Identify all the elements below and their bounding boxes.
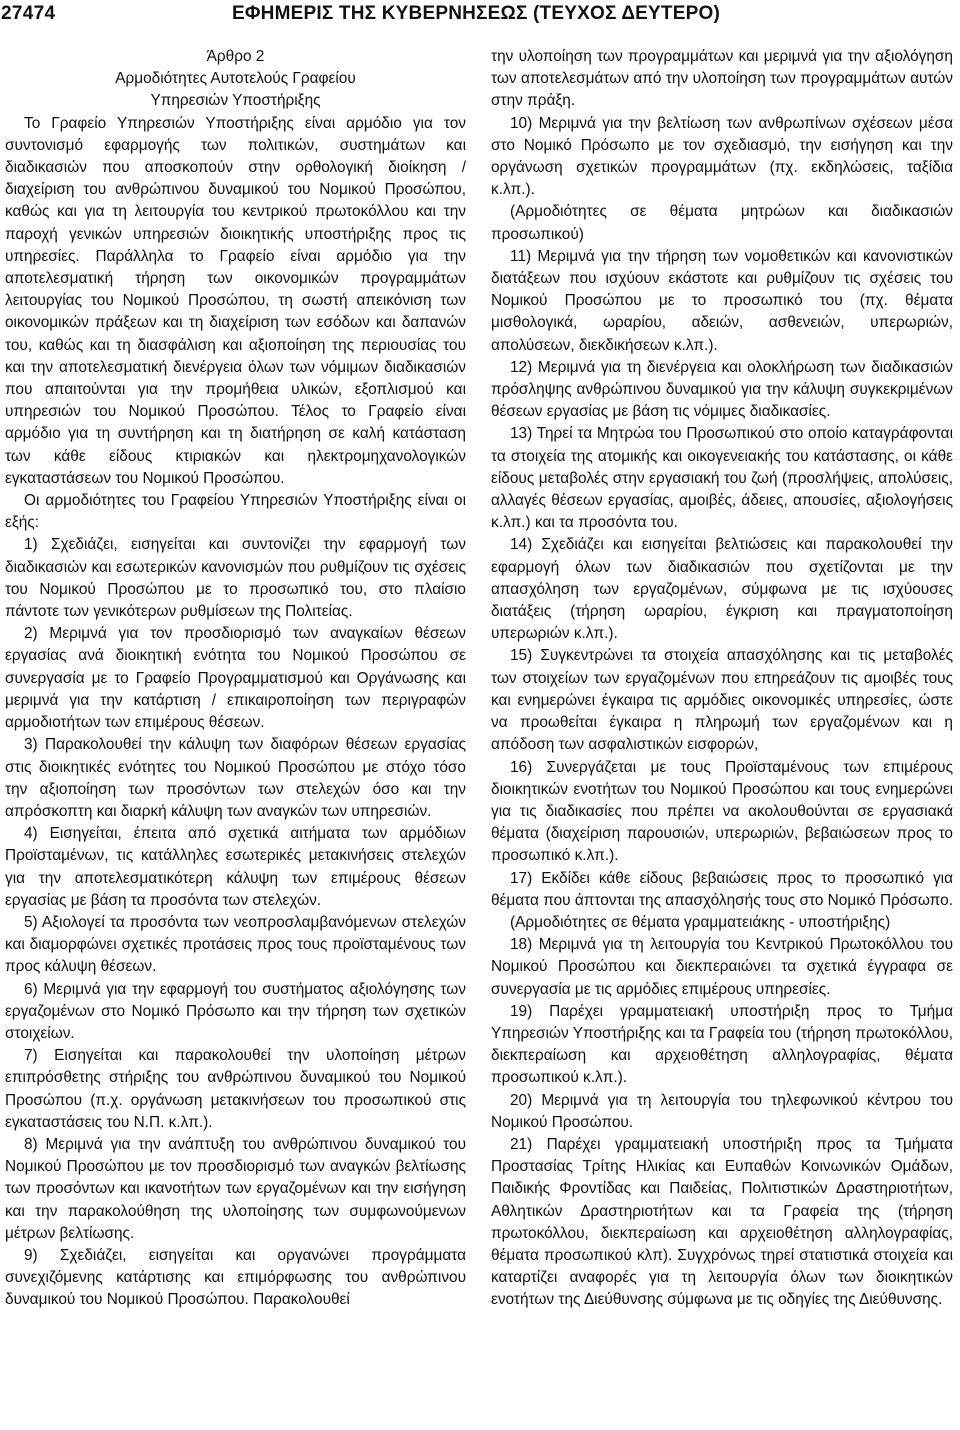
paragraph-item-20: 20) Μεριμνά για τη λειτουργία του τηλεφωνικού κέντρου του Νομικού Προσώπου.	[491, 1091, 953, 1131]
paragraph-item-11: 11) Μεριμνά για την τήρηση των νομοθετικών και κανονιστικών διατάξεων που ισχύουν εκάστοτε και ρυθμίζουν τις σχέσεις του Νομικού Προσώπου με το προσωπικό του (πχ. θέματα μισθολογικά, ωραρίου, αδειών, ασθενειών, υπερωριών, απολύσεων, διεκδικήσεων κ.λπ.).	[491, 247, 953, 354]
paragraph-item-1: 1) Σχεδιάζει, εισηγείται και συντονίζει την εφαρμογή των διαδικασιών και εσωτερικών κανονισμών που ρυθμίζουν τις σχέσεις του Νομικού Προσώπου με το προσωπικό του, στο πλαίσιο πάντοτε των γενικότερων ρυθμίσεων της Πολιτείας.	[5, 536, 466, 621]
paragraph-item-14: 14) Σχεδιάζει και εισηγείται βελτιώσεις και παρακολουθεί την εφαρμογή όλων των διαδικασιών που σχετίζονται με την απασχόληση των εργαζομένων, σύμφωνα με τις ισχύουσες διατάξεις (τήρηση ωραρίου, έγκριση και πραγματοποίηση υπερωριών κ.λπ.).	[491, 536, 953, 643]
article-subtitle-line-1: Αρμοδιότητες Αυτοτελούς Γραφείου	[115, 70, 356, 88]
paragraph-duties-list-intro: Οι αρμοδιότητες του Γραφείου Υπηρεσιών Υποστήριξης είναι οι εξής:	[5, 492, 466, 532]
gazette-title: ΕΦΗΜΕΡΙΣ ΤΗΣ ΚΥΒΕΡΝΗΣΕΩΣ (ΤΕΥΧΟΣ ΔΕΥΤΕΡΟ)	[232, 3, 720, 24]
paragraph-item-13: 13) Τηρεί τα Μητρώα του Προσωπικού στο οποίο καταγράφονται τα στοιχεία της ατομικής και οικογενειακής του κατάστασης, οι κάθε είδους μεταβολές στην εργασιακή του ζωή (προσλήψεις, απολύσεις, αλλαγές θέσεων εργασίας, αμοιβές, άδειες, απουσίες, αξιολογήσεις κ.λπ.) και τα προσόντα του.	[491, 425, 953, 532]
right-column	[491, 46, 953, 1312]
paragraph-item-3: 3) Παρακολουθεί την κάλυψη των διαφόρων θέσεων εργασίας στις διοικητικές ενότητες του Νομικού Προσώπου με στόχο τόσο την αξιοποίηση των προσόντων των στελεχών όσο και την απρόσκοπτη και διαρκή κάλυψη των αναγκών των υπηρεσιών.	[5, 736, 466, 820]
paragraph-item-19: 19) Παρέχει γραμματειακή υποστήριξη προς το Τμήμα Υπηρεσιών Υποστήριξης και τα Γραφεία του (τήρηση πρωτοκόλλου, διεκπεραίωση και αρχειοθέτηση αλληλογραφίας, θέματα προσωπικού κ.λπ.).	[491, 1002, 953, 1087]
paragraph-item-6: 6) Μεριμνά για την εφαρμογή του συστήματος αξιολόγησης των εργαζομένων στο Νομικό Πρόσωπο και την τήρηση των σχετικών στοιχείων.	[5, 980, 466, 1042]
paragraph-item-7: 7) Εισηγείται και παρακολουθεί την υλοποίηση μέτρων επιπρόσθετης στήριξης του ανθρώπινου δυναμικού του Νομικού Προσώπου (π.χ. οργάνωση μετακινήσεων του προσωπικού στις εγκαταστάσεις του Ν.Π. κ.λπ.).	[5, 1047, 466, 1131]
paragraph-item-16: 16) Συνεργάζεται με τους Προϊσταμένους των επιμέρους διοικητικών ενοτήτων του Νομικού Προσώπου και τους ενημερώνει για τις διαδικασίες που πρέπει να ακολουθούνται σε εργασιακά θέματα (διαχείριση παρουσιών, υπερωριών, βεβαιώσεων προς το προσωπικό κ.λπ.).	[491, 758, 953, 865]
paragraph-item-17: 17) Εκδίδει κάθε είδους βεβαιώσεις προς το προσωπικό για θέματα που άπτονται της απασχόλησής τους στο Νομικό Πρόσωπο.	[491, 869, 953, 909]
paragraph-item-8: 8) Μεριμνά για την ανάπτυξη του ανθρώπινου δυναμικού του Νομικού Προσώπου με τον προσδιορισμό των αναγκών βελτίωσης των προσόντων και ικανοτήτων των εργαζομένων και την εισήγηση και την παρακολούθηση της υλοποίησης των συμφωνούμενων μέτρων βελτίωσης.	[5, 1135, 466, 1242]
article-subtitle-line-2: Υπηρεσιών Υποστήριξης	[150, 92, 321, 110]
paragraph-item-9-continued: την υλοποίηση των προγραμμάτων και μεριμνά για την αξιολόγηση των αποτελεσμάτων από την υλοποίηση των προγραμμάτων αυτών στην πράξη.	[491, 48, 953, 110]
paragraph-item-5: 5) Αξιολογεί τα προσόντα των νεοπροσλαμβανόμενων στελεχών και διαμορφώνει σχετικές προτάσεις προς τους προϊσταμένους των προς κάλυψη θέσεων.	[5, 913, 466, 976]
section-heading-records: (Αρμοδιότητες σε θέματα μητρώων και διαδικασιών προσωπικού)	[491, 203, 953, 243]
left-column	[5, 46, 466, 1312]
paragraph-item-4: 4) Εισηγείται, έπειτα από σχετικά αιτήματα των αρμόδιων Προϊσταμένων, τις κατάλληλες εσωτερικές μετακινήσεις στελεχών για την αποτελεσματικότερη κάλυψη των επιμέρους θέσεων εργασίας με βάση τα προσόντα των στελεχών.	[5, 825, 466, 909]
page-header	[0, 0, 960, 30]
paragraph-item-10: 10) Μεριμνά για την βελτίωση των ανθρωπίνων σχέσεων μέσα στο Νομικό Πρόσωπο με τον σχεδιασμό, την εισήγηση και την οργάνωση σχετικών προγραμμάτων (πχ. εκδηλώσεις, ταξίδια κ.λπ.).	[491, 114, 953, 199]
paragraph-item-15: 15) Συγκεντρώνει τα στοιχεία απασχόλησης και τις μεταβολές των στοιχείων των εργαζομένων που επηρεάζουν τις αμοιβές τους και ενημερώνει έγκαιρα τις αρμόδιες οικονομικές υπηρεσίες, ώστε να προωθείται έγκαιρα η πληρωμή των εργαζομένων και η απόδοση των ασφαλιστικών εισφορών,	[491, 647, 953, 754]
page-number: 27474	[1, 3, 56, 24]
paragraph-intro: Το Γραφείο Υπηρεσιών Υποστήριξης είναι αρμόδιο για τον συντονισμό εφαρμογής των πολιτικών, συστημάτων και διαδικασιών που αποσκοπούν στην ορθολογική διοίκηση / διαχείριση του ανθρώπινου δυναμικού του Νομικού Προσώπου, καθώς και για τη λειτουργία του κεντρικού πρωτοκόλλου και την παροχή γενικών υπηρεσιών διοικητικής υποστήριξης προς τις υπηρεσίες. Παράλληλα το Γραφείο είναι αρμόδιο για την αποτελεσματική τήρηση των οικονομικών προγραμμάτων λειτουργίας του Νομικού Προσώπου, τη σωστή απεικόνιση των οικονομικών πράξεων και τη διαχείριση των εσόδων και δαπανών του, καθώς και τη διασφάλιση και αξιοποίηση της περιουσίας του και την αποτελεσματική διενέργεια όλων των νόμιμων διαδικασιών που απαιτούνται για την προμήθεια υλικών, εξοπλισμού και υπηρεσιών του Νομικού Προσώπου. Τέλος το Γραφείο είναι αρμόδιο για τη συντήρηση και τη διατήρηση σε καλή κατάσταση των κάθε είδους κτιριακών και ηλεκτρομηχανολογικών εγκαταστάσεων του Νομικού Προσώπου.	[5, 114, 466, 487]
paragraph-item-12: 12) Μεριμνά για τη διενέργεια και ολοκλήρωση των διαδικασιών πρόσληψης ανθρώπινου δυναμικού για την κάλυψη συγκεκριμένων θέσεων εργασίας με βάση τις νόμιμες διαδικασίες.	[491, 358, 953, 421]
paragraph-item-18: 18) Μεριμνά για τη λειτουργία του Κεντρικού Πρωτοκόλλου του Νομικού Προσώπου και διεκπεραιώνει τα σχετικά έγγραφα σε συνεργασία με τις αρμόδιες επιμέρους υπηρεσίες.	[491, 936, 953, 998]
paragraph-item-9: 9) Σχεδιάζει, εισηγείται και οργανώνει προγράμματα συνεχιζόμενης κατάρτισης και επιμόρφωσης του ανθρώπινου δυναμικού του Νομικού Προσώπου. Παρακολουθεί	[5, 1246, 466, 1309]
paragraph-item-2: 2) Μεριμνά για τον προσδιορισμό των αναγκαίων θέσεων εργασίας ανά διοικητική ενότητα του Νομικού Προσώπου σε συνεργασία με το Γραφείο Προγραμματισμού και Οργάνωσης και μεριμνά για την κατάρτιση / επικαιροποίηση των περιγραφών αρμοδιοτήτων των επιμέρους θέσεων.	[5, 625, 466, 732]
paragraph-item-21: 21) Παρέχει γραμματειακή υποστήριξη προς τα Τμήματα Προστασίας Τρίτης Ηλικίας και Ευπαθών Κοινωνικών Ομάδων, Παιδικής Φροντίδας και Παιδείας, Πολιτιστικών Δραστηριοτήτων, Αθλητικών Δραστηριοτήτων και τα Γραφεία της (τήρηση πρωτοκόλλου, διεκπεραίωση και αρχειοθέτηση αλληλογραφίας, θέματα προσωπικού κλπ). Συγχρόνως τηρεί στατιστικά στοιχεία και καταρτίζει αναφορές για τη λειτουργία όλων των διοικητικών ενοτήτων της Διεύθυνσης σύμφωνα με τις οδηγίες της Διεύθυνσης.	[491, 1135, 953, 1309]
article-title: Άρθρο 2	[206, 48, 265, 65]
section-heading-secretarial: (Αρμοδιότητες σε θέματα γραμματειάκης - υποστήριξης)	[510, 913, 891, 931]
